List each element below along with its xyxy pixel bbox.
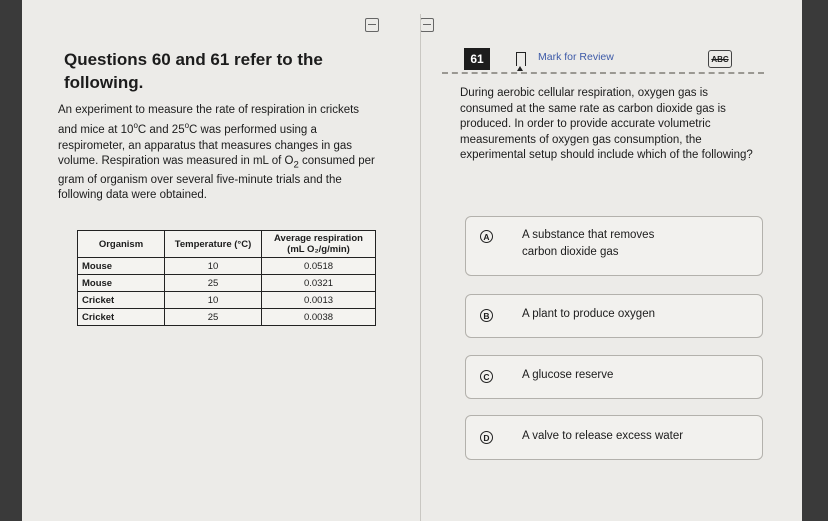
answer-option-a[interactable] <box>465 216 763 276</box>
cell-organism: Cricket <box>78 309 165 326</box>
passage-heading: Questions 60 and 61 refer to the following. <box>64 50 323 92</box>
table-row <box>78 275 376 292</box>
cell-temperature: 10 <box>165 292 262 309</box>
table-header-row <box>78 231 376 258</box>
option-text-d: A valve to release excess water <box>522 430 684 442</box>
cell-temperature: 25 <box>165 309 262 326</box>
answer-option-b[interactable] <box>465 294 763 338</box>
calculator-icon[interactable] <box>365 18 379 32</box>
question-header-bar <box>442 46 764 74</box>
pane-divider[interactable] <box>420 14 421 521</box>
header-organism: Organism <box>78 231 165 258</box>
option-letter-d: D <box>480 431 493 444</box>
answer-option-d[interactable] <box>465 415 763 460</box>
cell-organism: Mouse <box>78 275 165 292</box>
option-text-c: A glucose reserve <box>522 369 614 381</box>
option-letter-c: C <box>480 370 493 383</box>
cell-respiration: 0.0013 <box>262 292 376 309</box>
option-letter-a: A <box>480 230 493 243</box>
cell-temperature: 10 <box>165 258 262 275</box>
option-text-b: A plant to produce oxygen <box>522 308 655 320</box>
option-letter-b: B <box>480 309 493 322</box>
passage-text: An experiment to measure the rate of respiration in crickets and mice at 10$^o$C and 25$^o$C was performed using a respirometer, an apparatus that measures changes in gas volume. Respiration was measured in mL of $O_2$ consumed per gram of organism over several five-minute trials and the following data were obtained. <box>58 104 375 202</box>
test-screen <box>22 0 802 521</box>
cell-respiration: 0.0321 <box>262 275 376 292</box>
option-text-a: A substance that removes carbon dioxide gas <box>522 229 655 258</box>
mark-for-review-button[interactable]: Mark for Review <box>538 51 614 63</box>
reference-icon[interactable] <box>420 18 434 32</box>
cell-temperature: 25 <box>165 275 262 292</box>
cell-respiration: 0.0518 <box>262 258 376 275</box>
header-temperature: Temperature (°C) <box>165 231 262 258</box>
table-row <box>78 292 376 309</box>
strikethrough-abc-icon[interactable]: ABC <box>708 50 732 68</box>
table-row <box>78 309 376 326</box>
cell-respiration: 0.0038 <box>262 309 376 326</box>
table-row <box>78 258 376 275</box>
header-respiration: Average respiration (mL O₂/g/min) <box>262 231 376 258</box>
question-number: 61 <box>464 48 490 70</box>
bookmark-icon[interactable] <box>516 52 526 66</box>
data-table <box>77 230 376 326</box>
cell-organism: Cricket <box>78 292 165 309</box>
cell-organism: Mouse <box>78 258 165 275</box>
answer-option-c[interactable] <box>465 355 763 399</box>
question-text: During aerobic cellular respiration, oxygen gas is consumed at the same rate as carbon dioxide gas is produced. In order to provide accurate volumetric measurements of oxygen gas consumption, the experimental setup should include which of the following? <box>460 87 753 161</box>
